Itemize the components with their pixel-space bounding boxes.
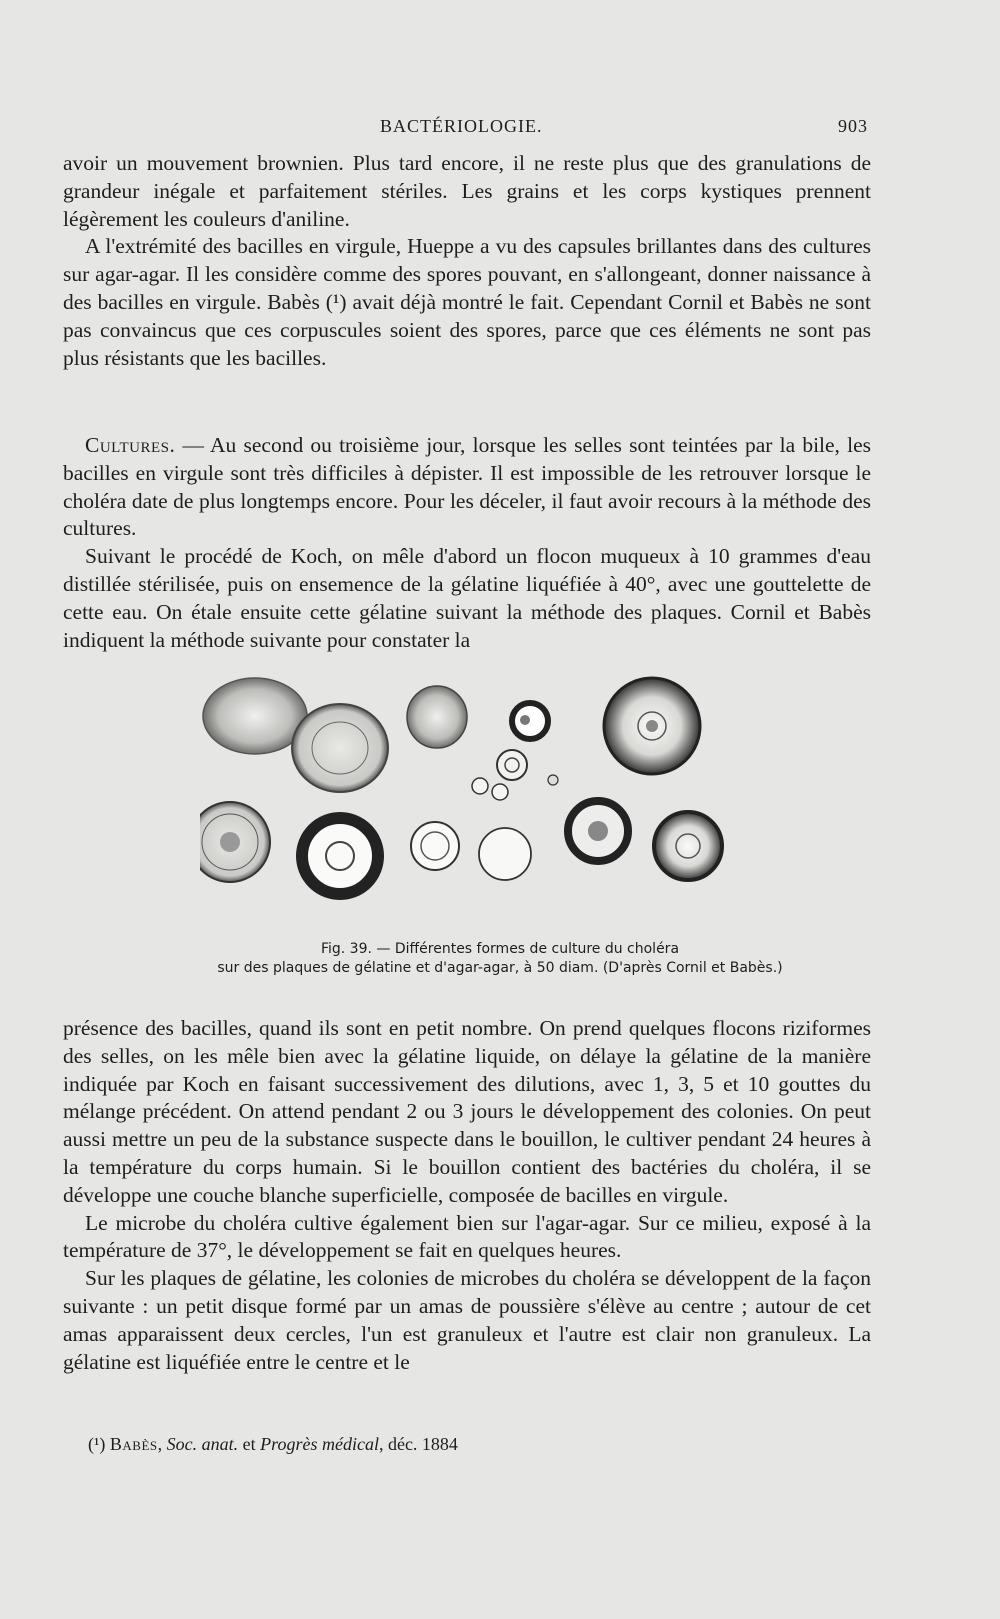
paragraph-text: — Au second ou troisième jour, lorsque les selles sont teintées par la bile, les bacilles en virgule sont très difficiles à dépister. Il est impossible de les retrouver lorsque le choléra date de plus longtemps encore. Pour les déceler, il faut avoir recours à la méthode des cultures. bbox=[63, 433, 871, 541]
paragraph: A l'extrémité des bacilles en virgule, Hueppe a vu des capsules brillantes dans des cultures sur agar-agar. Il les considère comme des spores pouvant, en s'allongeant, donner naissance à des bacilles en virgule. Babès (¹) avait déjà montré le fait. Cependant Cornil et Babès ne sont pas convaincus que ces corpuscules soient des spores, parce que ces éléments ne sont pas plus résistants que les bacilles. bbox=[63, 234, 871, 370]
section-heading: Cultures. bbox=[85, 433, 176, 457]
caption-line-2: sur des plaques de gélatine et d'agar-agar, à 50 diam. (D'après Cornil et Babès.) bbox=[217, 960, 783, 976]
running-title: BACTÉRIOLOGIE. bbox=[380, 116, 543, 136]
paragraph: Suivant le procédé de Koch, on mêle d'abord un flocon muqueux à 10 grammes d'eau distillée stérilisée, puis on ensemence de la gélatine liquéfiée à 40°, avec une gouttelette de cette eau. On étale ensuite cette gélatine suivant la méthode des plaques. Cornil et Babès indiquent la méthode suivante pour constater la bbox=[63, 544, 871, 652]
colony-11 bbox=[302, 818, 378, 894]
colony-7 bbox=[492, 784, 508, 800]
colony-5 bbox=[497, 750, 527, 780]
figure-39 bbox=[200, 676, 800, 926]
footnote-connector: et bbox=[238, 1434, 261, 1454]
cultures-text-block bbox=[63, 432, 871, 654]
colony-15 bbox=[654, 812, 722, 880]
footnote-date: , déc. 1884 bbox=[378, 1434, 458, 1454]
bottom-text-block bbox=[63, 1015, 871, 1376]
footnote-marker: (¹) bbox=[88, 1434, 110, 1454]
footnote-journal: Soc. anat. bbox=[166, 1434, 239, 1454]
colony-6 bbox=[472, 778, 488, 794]
page-number: 903 bbox=[838, 116, 868, 136]
caption-line-1: Fig. 39. — Différentes formes de culture du choléra bbox=[320, 941, 680, 957]
footnote-journal-2: Progrès médical bbox=[260, 1434, 379, 1454]
top-text-block bbox=[63, 150, 871, 372]
colony-8 bbox=[548, 775, 558, 785]
colony-12 bbox=[411, 822, 459, 870]
paragraph: Sur les plaques de gélatine, les colonies de microbes du choléra se développent de la façon suivante : un petit disque formé par un amas de poussière s'élève au centre ; autour de cet amas apparaissent deux cercles, l'un est granuleux et l'autre est clair non granuleux. La gélatine est liquéfiée entre le centre et le bbox=[63, 1266, 871, 1374]
colony-2 bbox=[292, 704, 388, 792]
paragraph-cultures bbox=[63, 432, 871, 543]
footnote: (¹) Babès, Soc. anat. et Progrès médical, déc. 1884 bbox=[88, 1434, 458, 1454]
running-header bbox=[380, 116, 868, 137]
culture-colonies-illustration bbox=[200, 676, 800, 926]
paragraph: présence des bacilles, quand ils sont en petit nombre. On prend quelques flocons riziformes des selles, on les mêle bien avec la gélatine liquide, on délaye la gélatine de la manière indiquée par Koch en faisant successivement des dilutions, avec 1, 3, 5 et 10 gouttes du mélange précédent. On attend pendant 2 ou 3 jours le développement des colonies. On peut aussi mettre un peu de la substance suspecte dans le bouillon, le cultiver pendant 24 heures à la température du corps humain. Si le bouillon contient des bactéries du choléra, il se développe une couche blanche superficielle, composée de bacilles en virgule. bbox=[63, 1016, 871, 1207]
paragraph: Le microbe du choléra cultive également bien sur l'agar-agar. Sur ce milieu, exposé à la température de 37°, le développement se fait en quelques heures. bbox=[63, 1210, 871, 1263]
colony-13 bbox=[479, 828, 531, 880]
colony-3 bbox=[407, 686, 467, 748]
footnote-author: Babès bbox=[109, 1434, 158, 1454]
colony-4 bbox=[512, 703, 548, 739]
figure-caption bbox=[160, 940, 840, 978]
paragraph: avoir un mouvement brownien. Plus tard encore, il ne reste plus que des granulations de grandeur inégale et parfaitement stériles. Les grains et les corps kystiques prennent légèrement les couleurs d'aniline. bbox=[63, 151, 871, 231]
